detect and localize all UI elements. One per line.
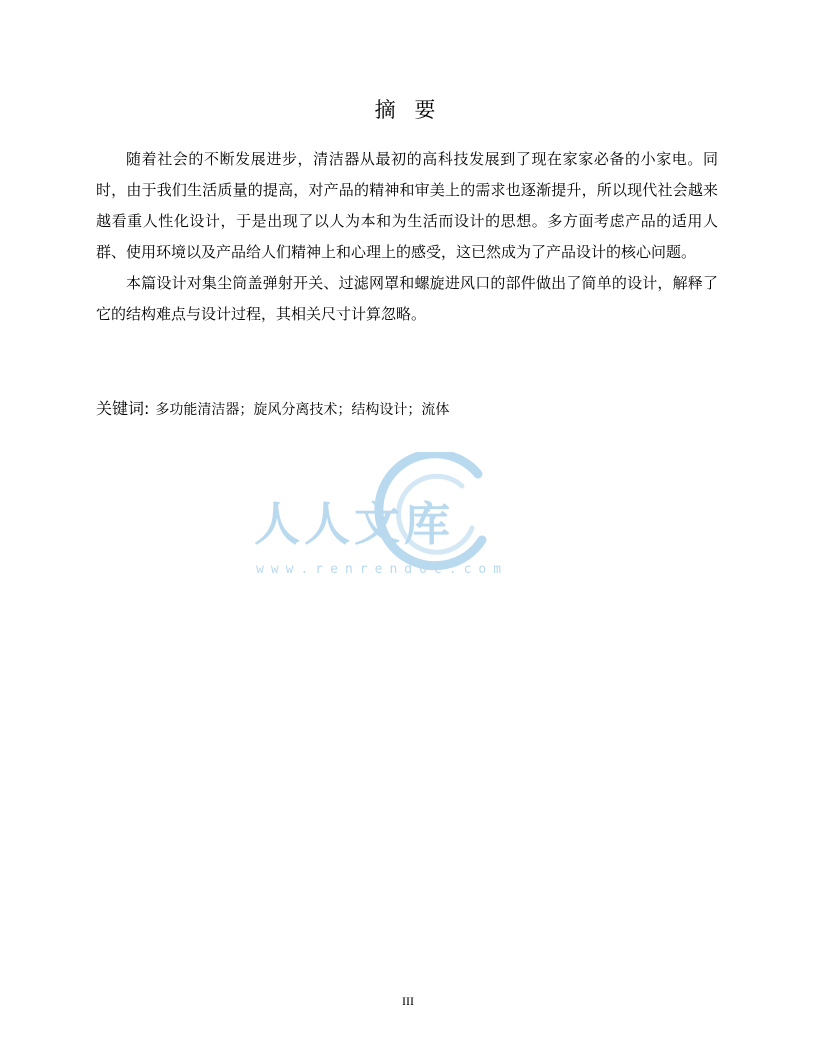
watermark <box>250 452 550 582</box>
keywords-label: 关键词: <box>96 399 150 418</box>
abstract-paragraph-2: 本篇设计对集尘筒盖弹射开关、过滤网罩和螺旋进风口的部件做出了简单的设计，解释了它的结构难点与设计过程，其相关尺寸计算忽略。 <box>96 274 718 323</box>
abstract-paragraph-1: 随着社会的不断发展进步，清洁器从最初的高科技发展到了现在家家必备的小家电。同时，由于我们生活质量的提高，对产品的精神和审美上的需求也逐渐提升，所以现代社会越来越看重人性化设计，于是出现了以人为本和为生活而设计的思想。多方面考虑产品的适用人群、使用环境以及产品给人们精神上和心理上的感受，这已然成为了产品设计的核心问题。 <box>96 150 718 261</box>
page-number: III <box>402 994 414 1008</box>
watermark-url: www.renrendoc.com <box>256 562 509 577</box>
keywords-text: 多功能清洁器；旋风分离技术；结构设计；流体 <box>155 402 450 418</box>
abstract-title: 摘 要 <box>374 98 442 122</box>
keywords-line <box>96 396 718 423</box>
abstract-body <box>96 144 718 330</box>
watermark-chars: 人人文库 <box>254 497 454 551</box>
